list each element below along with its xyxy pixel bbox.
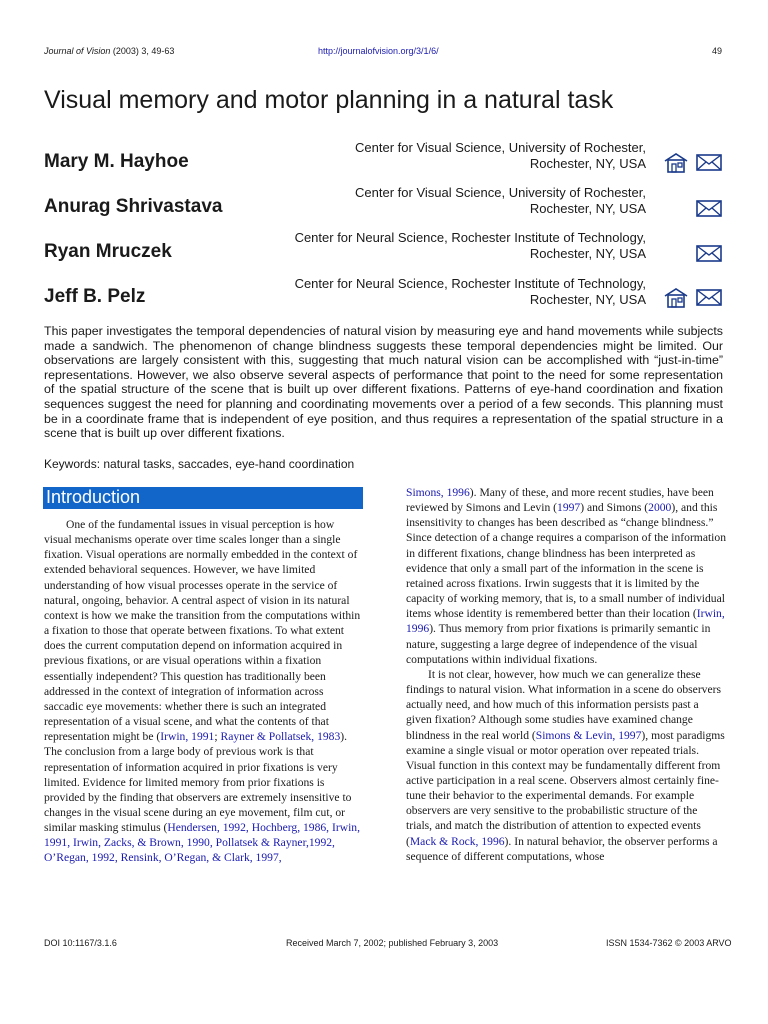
keywords: Keywords: natural tasks, saccades, eye-hand coordination — [44, 457, 355, 471]
citation-link[interactable]: Irwin, 1996 — [406, 607, 725, 636]
page-number: 49 — [712, 46, 723, 56]
citation-link[interactable]: Rayner & Pollatsek, 1983 — [220, 730, 341, 744]
footer-issn: ISSN 1534-7362 © 2003 ARVO — [606, 938, 732, 948]
article-url-link[interactable]: http://journalofvision.org/3/1/6/ — [318, 46, 439, 56]
author-contact-icons — [663, 198, 723, 220]
paragraph — [406, 485, 726, 667]
body-text: ). The conclusion from a large body of previous work is that representation of information acquired in prior fixations is very limited. Evidence for limited memory from prior fixations is provided by the finding that observers are extremely insensitive to changes in the visual scene during an eye movement, film cut, or similar masking stimulus ( — [44, 730, 352, 835]
body-text: ; — [214, 730, 221, 744]
author-contact-icons — [663, 287, 723, 309]
author-affiliation: Center for Neural Science, Rochester Institute of Technology, Rochester, NY, USA — [294, 276, 646, 307]
abstract: This paper investigates the temporal dependencies of natural vision by measuring eye and hand movements while subjects made a sandwich. The phenomenon of change blindness suggests these temporal dependencies might be limited. Our observations are largely consistent with this, suggesting that much natural vision can be accomplished with “just-in-time” representations. However, we also observe several aspects of performance that point to the need for some representation of the spatial structure of the scene that is built up over different fixations. Patterns of eye-hand coordination and fixation sequences suggest the need for planning and coordinating movements over a period of a few seconds. This planning must be in a coordinate frame that is independent of eye position, and thus requires a representation of the spatial structure in a scene that is built up over different fixations. — [44, 324, 723, 441]
body-text: ), most paradigms examine a single visual or motor operation over repeated trials. Visual function in this context may be fundamentally different from active participation in a real scene. Observers almost certainly fine-tune their behavior to the experimental demands. For example observers are very sensitive to the probabilistic structure of the trials, and match the distribution of attention to expected events ( — [406, 728, 725, 848]
mail-icon[interactable] — [696, 243, 722, 263]
author-contact-icons — [663, 243, 723, 265]
mail-icon[interactable] — [696, 287, 722, 307]
citation-link[interactable]: Simons & Levin, 1997 — [535, 728, 642, 742]
footer-doi: DOI 10:1167/3.1.6 — [44, 938, 117, 948]
body-text: ), and this insensitivity to changes has been described as “change blindness.” Since detection of a change requires a comparison of the information in different fixations, change blindness has been interpreted as evidence that only a small part of the information in the scene is retained across fixations. Irwin suggests that it is limited by the capacity of working memory, that is, to a small number of individual items whose identity is remembered better than their location ( — [406, 501, 726, 621]
body-text: One of the fundamental issues in visual perception is how visual mechanisms operate over time scales longer than a single fixation. Visual operations are normally embedded in the context of extended behavioral sequences. However, we have limited understanding of how visual processes operate in the service of natural, ongoing, behavior. A central aspect of vision in its natural context is how we make the transition from the computations within a fixation to those that operate between fixations. To what extent does the current computation depend on information acquired in previous fixations, or are visual operations within a fixation essentially independent? This question has traditionally been addressed in the context of integration of information across saccadic eye movements: whether there is such an integrated representation of a visual scene, and what the contents of that representation might be ( — [44, 518, 361, 744]
body-text: ). Thus memory from prior fixations is primarily semantic in nature, suggesting a large degree of independence of the visual computations within individual fixations. — [406, 622, 711, 666]
citation-link[interactable]: 2000 — [648, 501, 672, 515]
mail-icon[interactable] — [696, 198, 722, 218]
author-name: Anurag Shrivastava — [44, 196, 223, 217]
citation-link[interactable]: 1997 — [557, 501, 581, 515]
footer-received: Received March 7, 2002; published February 3, 2003 — [286, 938, 499, 948]
section-header-introduction: Introduction — [43, 487, 363, 509]
paragraph — [406, 667, 726, 864]
citation-link[interactable]: Mack & Rock, 1996 — [409, 834, 505, 848]
author-affiliation: Center for Visual Science, University of Rochester, Rochester, NY, USA — [355, 140, 646, 171]
author-name: Mary M. Hayhoe — [44, 151, 189, 172]
body-column-left — [44, 517, 364, 866]
author-name: Jeff B. Pelz — [44, 286, 146, 307]
author-contact-icons — [663, 152, 723, 174]
author-affiliation: Center for Neural Science, Rochester Institute of Technology, Rochester, NY, USA — [294, 230, 646, 261]
body-text: ) and Simons ( — [580, 501, 649, 515]
paper-title: Visual memory and motor planning in a natural task — [44, 86, 614, 114]
home-icon[interactable] — [663, 287, 689, 309]
body-column-right — [406, 485, 726, 864]
body-text: It is not clear, however, how much we can generalize these findings to natural vision. What information in a scene do observers actually need, and how much of this information persists past a given fixation? Although some studies have examined change blindness in the real world ( — [406, 667, 722, 742]
citation-link[interactable]: Simons, 1996 — [406, 486, 470, 499]
home-icon[interactable] — [663, 152, 689, 174]
citation-link[interactable]: Irwin, 1991 — [160, 730, 215, 744]
body-text: ). In natural behavior, the observer performs a sequence of different computations, whose — [406, 834, 718, 863]
body-text: ). Many of these, and more recent studies, have been reviewed by Simons and Levin ( — [406, 486, 714, 515]
author-affiliation: Center for Visual Science, University of Rochester, Rochester, NY, USA — [355, 185, 646, 216]
paragraph — [44, 517, 364, 866]
citation-link[interactable]: Hendersen, 1992, Hochberg, 1986, Irwin, 1991, Irwin, Zacks, & Brown, 1990, Pollatsek & Rayner,1992, O’Regan, 1992, Rensink, O’Regan, & Clark, 1997, — [44, 821, 360, 865]
running-header-journal: Journal of Vision (2003) 3, 49-63 — [44, 46, 175, 56]
mail-icon[interactable] — [696, 152, 722, 172]
author-name: Ryan Mruczek — [44, 241, 172, 262]
